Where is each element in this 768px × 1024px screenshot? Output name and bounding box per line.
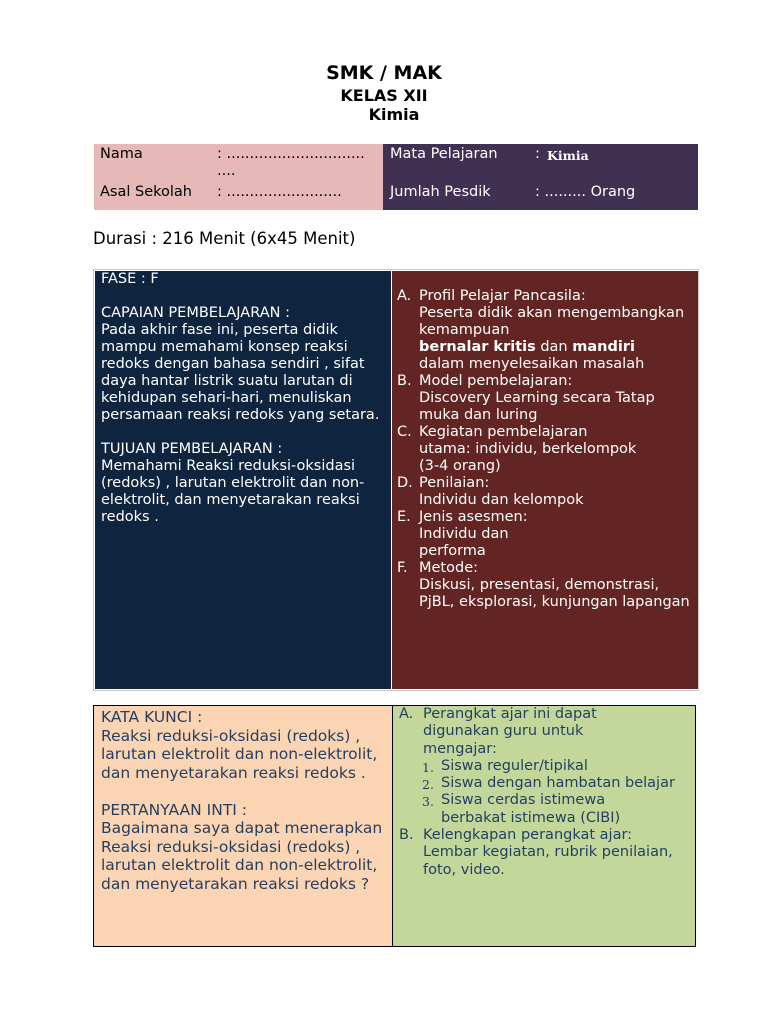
cp-title: CAPAIAN PEMBELAJARAN : — [101, 305, 290, 321]
doc-title: SMK / MAK — [326, 62, 442, 84]
fase-label: FASE : F — [101, 271, 159, 287]
marker: C. — [397, 424, 412, 440]
marker: F. — [397, 560, 408, 576]
jumlah-value: : ......... Orang — [535, 184, 636, 200]
mapel-label: Mata Pelajaran — [390, 146, 498, 162]
marker: B. — [397, 373, 412, 389]
and-word: dan — [540, 339, 568, 355]
item-text: Siswa cerdas istimewa berbakat istimewa (CIBI) — [441, 792, 621, 826]
marker: B. — [399, 827, 414, 844]
tp-text: Memahami Reaksi reduksi-oksidasi (redoks) , larutan elektrolit dan non-elektrolit, dan menyetarakan reaksi redoks . — [101, 458, 365, 525]
item-text: Siswa reguler/tipikal — [441, 757, 588, 774]
student-type-item — [393, 792, 695, 827]
cp-text: Pada akhir fase ini, peserta didik mampu memahami konsep reaksi redoks dengan bahasa sendiri , sifat daya hantar listrik suatu larutan di kehidupan sehari-hari, menuliskan persamaan reaksi redoks yang setara. — [101, 322, 380, 423]
bold-mandiri: mandiri — [572, 339, 635, 355]
kk-title: KATA KUNCI : — [101, 708, 203, 726]
target-student-list — [393, 758, 695, 827]
keyword-table — [93, 705, 696, 947]
item-number: 2. — [422, 777, 434, 793]
learning-table — [93, 269, 699, 691]
a-line3: dalam menyelesaikan masalah — [419, 356, 645, 372]
sekolah-label: Asal Sekolah — [100, 184, 192, 200]
list-item-f — [392, 560, 698, 611]
nama-value: : .............................. — [217, 146, 365, 162]
kk-text: Reaksi reduksi-oksidasi (redoks) , larutan elektrolit dan non-elektrolit, dan menyetarakan reaksi redoks . — [101, 726, 378, 782]
list-item-e — [392, 509, 698, 560]
duration-text: Durasi : 216 Menit (6x45 Menit) — [93, 229, 356, 248]
d-title: Penilaian: — [419, 475, 490, 491]
pi-title: PERTANYAAN INTI : — [101, 800, 248, 819]
f-text: Diskusi, presentasi, demonstrasi, PjBL, eksplorasi, kunjungan lapangan — [419, 577, 690, 610]
pi-text: Bagaimana saya dapat menerapkan Reaksi reduksi-oksidasi (redoks) , larutan elektrolit dan non-elektrolit, dan menyetarakan reaksi redoks ? — [101, 819, 383, 893]
item-number: 1. — [422, 759, 434, 775]
item-number: 3. — [422, 794, 434, 810]
list-item-a — [393, 706, 695, 758]
marker: A. — [399, 706, 414, 722]
marker: D. — [397, 475, 413, 491]
item-text: Siswa dengan hambatan belajar — [441, 775, 675, 792]
subject-title: Kimia — [368, 105, 420, 124]
nama-value-cont: .... — [217, 163, 236, 179]
marker: E. — [397, 509, 411, 525]
identity-right-cell — [383, 144, 698, 210]
tp-title: TUJUAN PEMBELAJARAN : — [101, 441, 283, 457]
student-type-item — [393, 775, 695, 792]
a-title: Profil Pelajar Pancasila: — [419, 288, 586, 304]
list-item-b — [392, 373, 698, 424]
mapel-colon: : — [535, 146, 540, 162]
c-title: Kegiatan pembelajaran — [419, 424, 588, 440]
e-text1: Individu dan — [419, 526, 509, 542]
b-title: Model pembelajaran: — [419, 373, 573, 389]
list-item-b — [393, 827, 695, 879]
learning-details-panel — [392, 271, 698, 689]
list-item-a — [392, 288, 698, 373]
learning-outcomes-panel — [95, 271, 391, 689]
d-text: Individu dan kelompok — [419, 492, 584, 508]
a-line1: Peserta didik akan mengembangkan kemampuan — [419, 305, 685, 338]
e-text2: performa — [419, 543, 486, 559]
a-line2 — [419, 339, 698, 356]
marker: A. — [397, 288, 412, 304]
bold-kritis: bernalar kritis — [419, 339, 536, 355]
a-text: Perangkat ajar ini dapat digunakan guru untuk mengajar: — [423, 706, 597, 757]
jumlah-label: Jumlah Pesdik — [390, 184, 491, 200]
e-title: Jenis asesmen: — [419, 509, 528, 525]
c-text: utama: individu, berkelompok (3-4 orang) — [419, 441, 637, 474]
mapel-value: Kimia — [547, 148, 589, 163]
b-text: Kelengkapan perangkat ajar: Lembar kegiatan, rubrik penilaian, foto, video. — [423, 827, 673, 878]
f-title: Metode: — [419, 560, 478, 576]
class-title: KELAS XII — [340, 86, 428, 105]
resources-panel — [393, 706, 695, 946]
identity-left-cell — [94, 144, 383, 210]
nama-label: Nama — [100, 146, 143, 162]
sekolah-value: : ......................... — [217, 184, 342, 200]
keyword-panel — [94, 706, 393, 946]
student-type-item — [393, 758, 695, 775]
list-item-d — [392, 475, 698, 509]
b-text: Discovery Learning secara Tatap muka dan luring — [419, 390, 655, 423]
list-item-c — [392, 424, 698, 475]
identity-table — [94, 144, 698, 210]
